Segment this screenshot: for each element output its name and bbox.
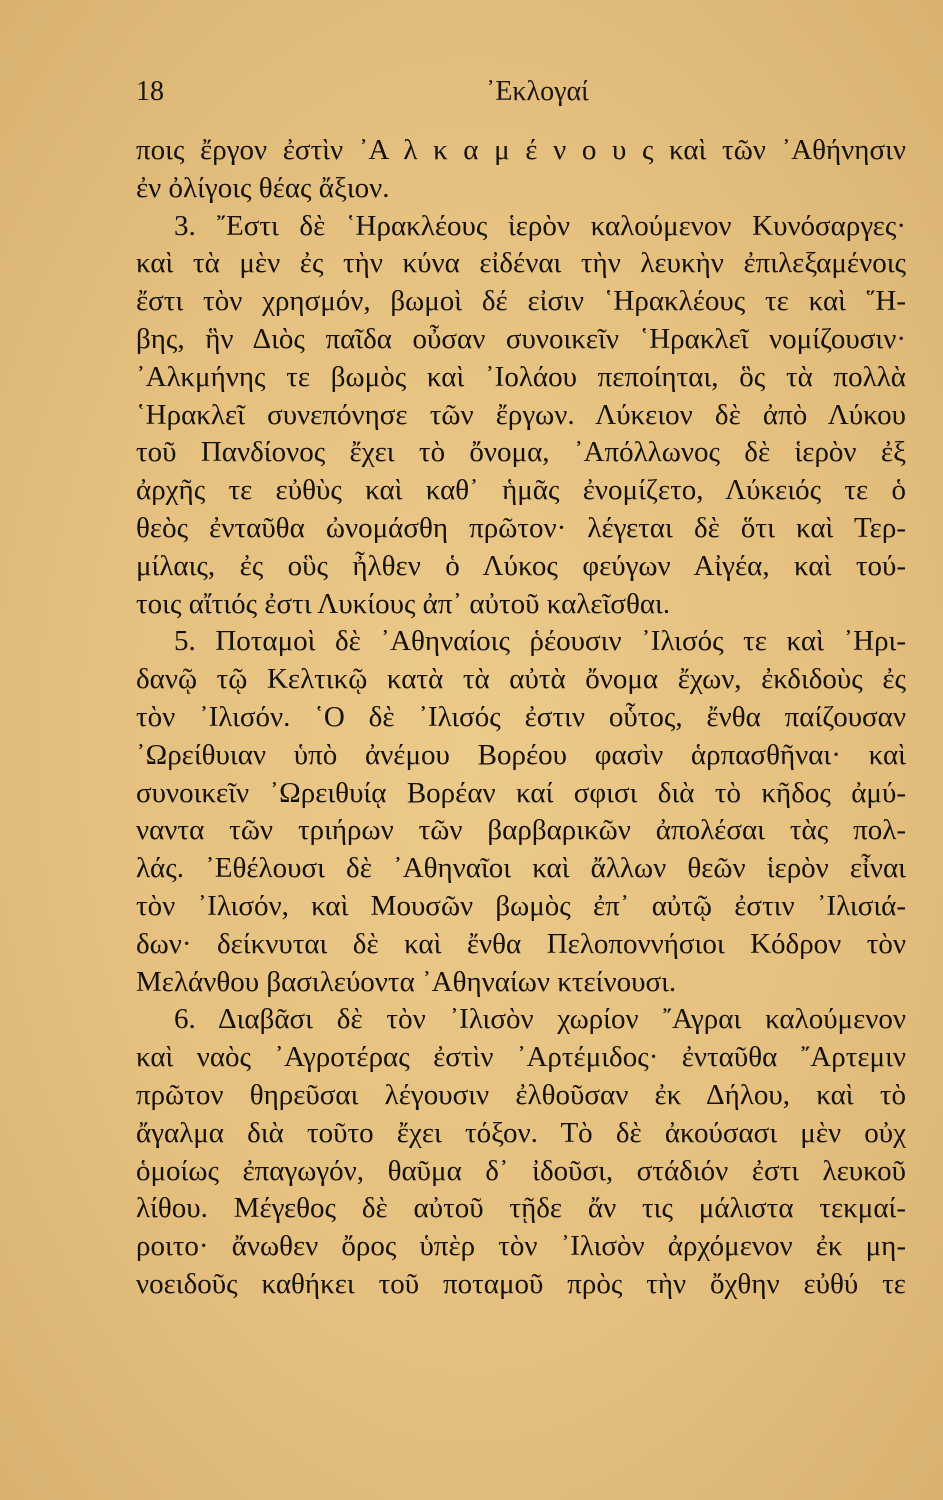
text-line: ποις ἔργον ἐστὶν ᾿Α λ κ α μ έ ν ο υ ς καὶ τῶν ᾿Αθήνησιν [136,134,906,166]
text-line: ἔστι τὸν χρησμόν, βωμοὶ δέ εἰσιν ῾Ηρακλέους τε καὶ ῞Η- [136,285,906,318]
section-6-start: 6. Διαβᾶσι δὲ τὸν ᾿Ιλισὸν χωρίον ῎Αγραι καλούμενον [174,1003,906,1036]
text-line: τὸν ᾿Ιλισόν, καὶ Μουσῶν βωμὸς ἐπ᾿ αὐτῷ ἐστιν ᾿Ιλισιά- [136,889,906,922]
text-line: ἄγαλμα διὰ τοῦτο ἔχει τόξον. Τὸ δὲ ἀκούσασι μὲν οὐχ [136,1116,906,1149]
text-line: τοις αἴτιός ἐστι Λυκίους ἀπ᾿ αὐτοῦ καλεῖσθαι. [136,587,671,620]
text-line: τοῦ Πανδίονος ἔχει τὸ ὄνομα, ᾿Απόλλωνος δὲ ἱερὸν ἐξ [136,436,906,469]
text-line: βης, ἣν Διὸς παῖδα οὖσαν συνοικεῖν ῾Ηρακλεῖ νομίζουσιν· [136,322,906,355]
text-line: νοειδοῦς καθήκει τοῦ ποταμοῦ πρὸς τὴν ὄχθην εὐθύ τε [136,1267,906,1300]
text-line: ὁμοίως ἐπαγωγόν, θαῦμα δ᾿ ἰδοῦσι, στάδιόν ἐστι λευκοῦ [136,1154,906,1187]
text-line: ναντα τῶν τριήρων τῶν βαρβαρικῶν ἀπολέσαι τὰς πολ- [136,814,906,847]
text-line: τὸν ᾿Ιλισόν. ῾Ο δὲ ᾿Ιλισός ἐστιν οὗτος, ἔνθα παίζουσαν [136,700,906,733]
text-line: καὶ τὰ μὲν ἐς τὴν κύνα εἰδέναι τὴν λευκὴν ἐπιλεξαμένοις [136,247,906,280]
page-number: 18 [136,76,164,107]
running-head: ᾿Εκλογαί [486,76,589,107]
text-line: δων· δείκνυται δὲ καὶ ἔνθα Πελοποννήσιοι Κόδρον τὸν [136,927,906,960]
text-line: συνοικεῖν ᾿Ωρειθυίᾳ Βορέαν καί σφισι διὰ τὸ κῆδος ἀμύ- [136,776,906,809]
text-line: Μελάνθου βασιλεύοντα ᾿Αθηναίων κτείνουσι. [136,965,677,998]
page-header [0,72,943,112]
text-line: λάς. ᾿Εθέλουσι δὲ ᾿Αθηναῖοι καὶ ἄλλων θεῶν ἱερὸν εἶναι [136,852,906,885]
text-line: ᾿Ωρείθυιαν ὑπὸ ἀνέμου Βορέου φασὶν ἁρπασθῆναι· καὶ [136,738,906,771]
text-line: λίθου. Μέγεθος δὲ αὐτοῦ τῇδε ἄν τις μάλιστα τεκμαί- [136,1192,906,1225]
text-line: ἀρχῆς τε εὐθὺς καὶ καθ᾿ ἡμᾶς ἐνομίζετο, Λύκειός τε ὁ [136,474,906,507]
text-line: ᾿Αλκμήνης τε βωμὸς καὶ ᾿Ιολάου πεποίηται, ὃς τὰ πολλὰ [136,360,906,393]
text-line: θεὸς ἐνταῦθα ὠνομάσθη πρῶτον· λέγεται δὲ ὅτι καὶ Τερ- [136,511,906,544]
text-line: ἐν ὀλίγοις θέας ἄξιον. [136,171,390,204]
text-line: ῾Ηρακλεῖ συνεπόνησε τῶν ἔργων. Λύκειον δὲ ἀπὸ Λύκου [136,398,906,431]
text-line: πρῶτον θηρεῦσαι λέγουσιν ἐλθοῦσαν ἐκ Δήλου, καὶ τὸ [136,1078,906,1111]
text-line: δανῷ τῷ Κελτικῷ κατὰ τὰ αὐτὰ ὄνομα ἔχων, ἐκδιδοὺς ἐς [136,663,906,696]
section-5-start: 5. Ποταμοὶ δὲ ᾿Αθηναίοις ῥέουσιν ᾿Ιλισός τε καὶ ᾿Ηρι- [174,625,906,658]
section-3-start: 3. ῎Εστι δὲ ῾Ηρακλέους ἱερὸν καλούμενον Κυνόσαργες· [174,209,906,242]
text-line: καὶ ναὸς ᾿Αγροτέρας ἐστὶν ᾿Αρτέμιδος· ἐνταῦθα ῎Αρτεμιν [136,1041,906,1074]
text-line: ροιτο· ἄνωθεν ὄρος ὑπὲρ τὸν ᾿Ιλισὸν ἀρχόμενον ἐκ μη- [136,1230,906,1263]
text-line: μίλαις, ἐς οὓς ἦλθεν ὁ Λύκος φεύγων Αἰγέα, καὶ τού- [136,549,906,582]
body-text [136,132,906,1304]
